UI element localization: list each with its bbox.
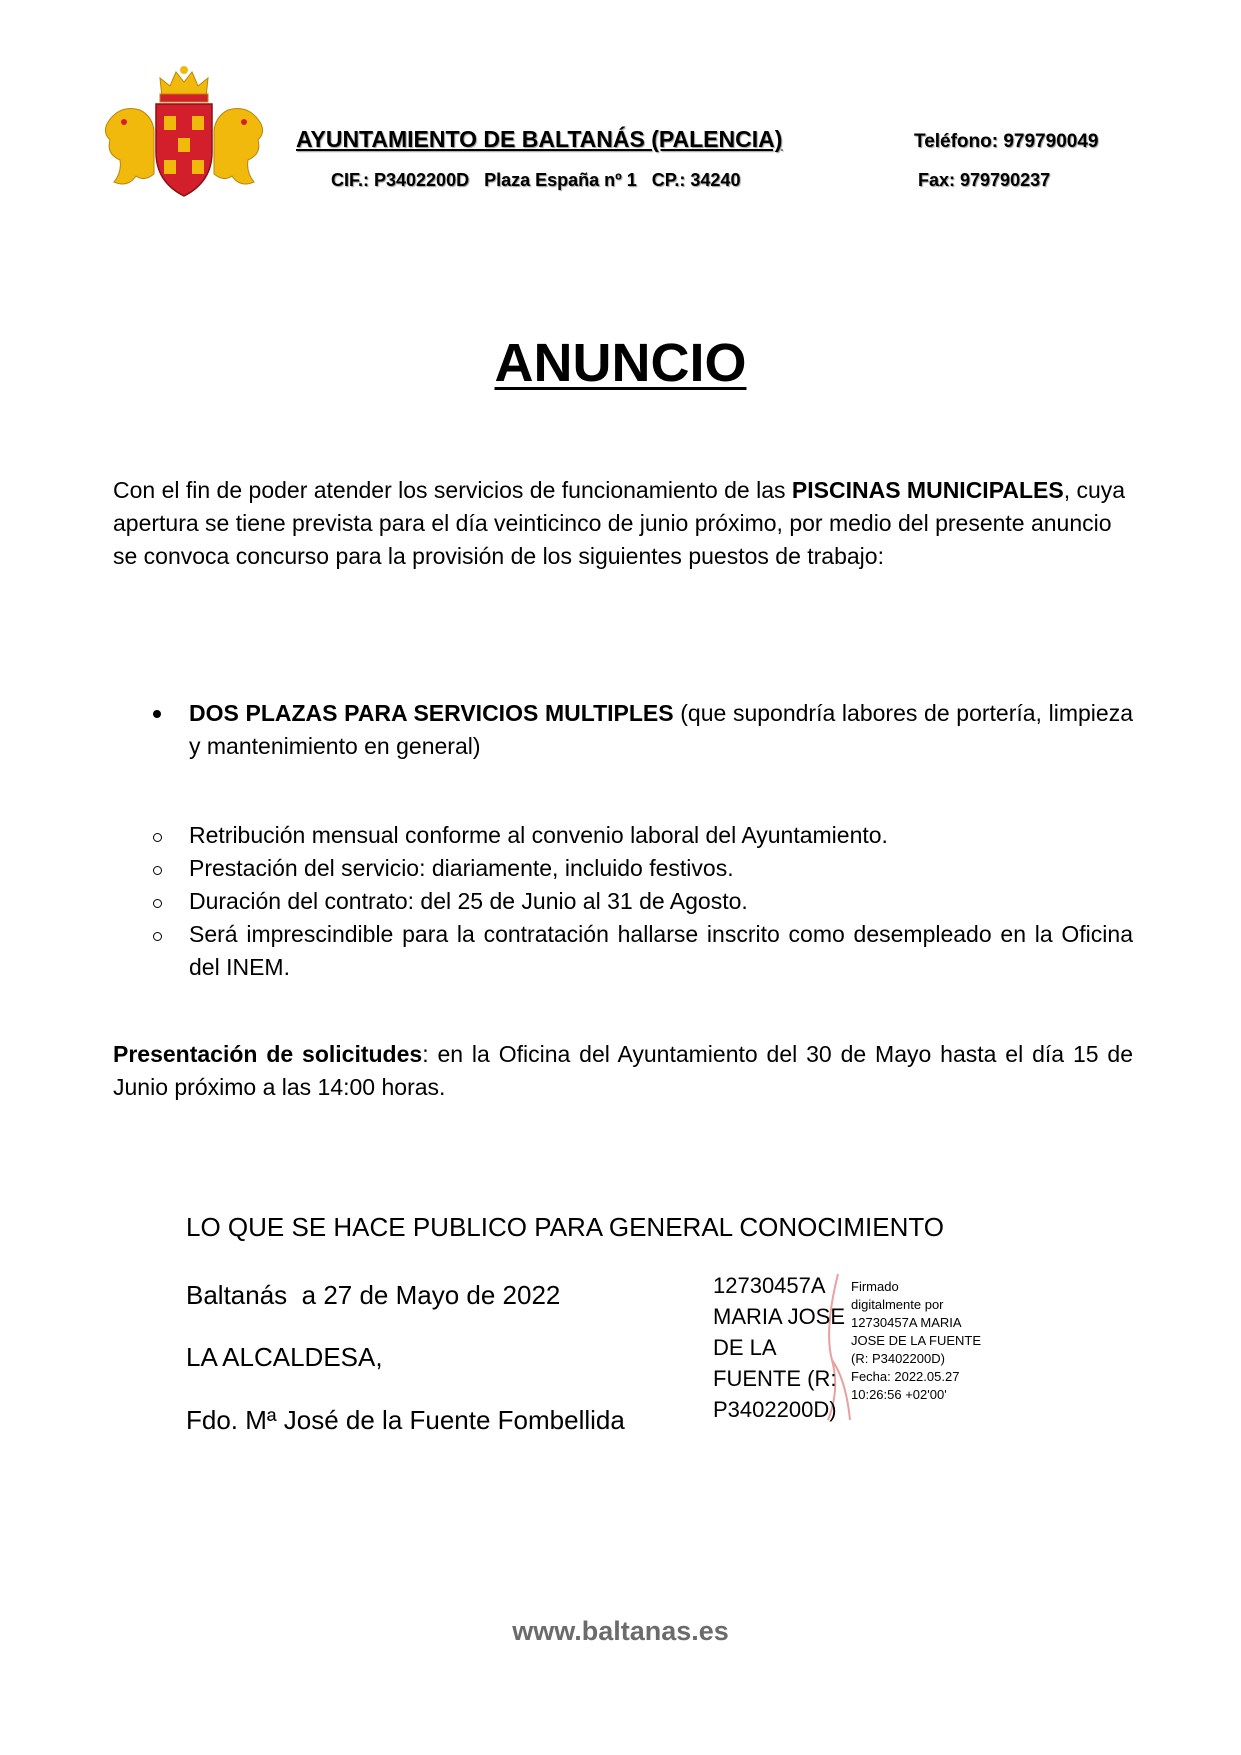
list-item — [153, 819, 1133, 852]
signature-line: DE LA — [713, 1335, 777, 1360]
condition-text: Será imprescindible para la contratación hallarse inscrito como desempleado en la Oficina del INEM. — [189, 921, 1133, 980]
signature-detail-line: (R: P3402200D) — [851, 1351, 945, 1366]
organization-name: AYUNTAMIENTO DE BALTANÁS (PALENCIA) — [296, 126, 783, 152]
list-item — [153, 885, 1133, 918]
signature-line: P3402200D) — [713, 1397, 837, 1422]
signature-detail-line: 12730457A MARIA — [851, 1315, 962, 1330]
list-item — [153, 852, 1133, 885]
signer-name: Fdo. Mª José de la Fuente Fombellida — [186, 1405, 625, 1435]
intro-text-after: , cuya apertura se tiene prevista para el día veinticinco de junio próximo, por medio del presente anuncio se convoca concurso para la provisión de los siguientes puestos de trabajo: — [113, 477, 1126, 569]
website-link[interactable]: www.baltanas.es — [512, 1616, 729, 1646]
intro-paragraph — [113, 474, 1133, 573]
circle-bullet-icon — [153, 833, 162, 842]
circle-bullet-icon — [153, 932, 162, 941]
position-title: DOS PLAZAS PARA SERVICIOS MULTIPLES — [189, 700, 674, 726]
circle-bullet-icon — [153, 866, 162, 875]
condition-text: Duración del contrato: del 25 de Junio al 31 de Agosto. — [189, 888, 748, 914]
intro-bold: PISCINAS MUNICIPALES — [791, 477, 1064, 503]
crown-icon — [160, 66, 208, 102]
applications-paragraph — [113, 1038, 1133, 1104]
document-title-text: ANUNCIO — [494, 333, 747, 393]
signature-line: FUENTE (R: — [713, 1366, 837, 1391]
intro-text-before: Con el fin de poder atender los servicios de funcionamiento de las — [113, 477, 792, 503]
organization-fax: Fax: 979790237 — [918, 170, 1051, 190]
condition-text: Prestación del servicio: diariamente, incluido festivos. — [189, 855, 734, 881]
signature-detail-line: Firmado — [851, 1279, 899, 1294]
signature-line: MARIA JOSE — [713, 1304, 846, 1329]
position-description: (que supondría labores de portería, limpieza y mantenimiento en general) — [189, 700, 1133, 759]
applications-label: Presentación de solicitudes — [113, 1041, 423, 1067]
positions-list — [153, 697, 1133, 763]
coat-of-arms-icon — [100, 64, 268, 202]
organization-phone: Teléfono: 979790049 — [914, 131, 1099, 152]
signature-line: 12730457A — [713, 1273, 826, 1298]
signature-detail-line: 10:26:56 +02'00' — [851, 1387, 947, 1402]
closing-statement: LO QUE SE HACE PUBLICO PARA GENERAL CONOCIMIENTO — [186, 1212, 945, 1242]
digital-signature-id — [713, 1270, 845, 1425]
digital-signature-details — [851, 1278, 981, 1404]
organization-address: CIF.: P3402200D Plaza España nº 1 CP.: 34240 — [331, 170, 741, 190]
circle-bullet-icon — [153, 899, 162, 908]
condition-text: Retribución mensual conforme al convenio laboral del Ayuntamiento. — [189, 822, 888, 848]
signature-detail-line: JOSE DE LA FUENTE — [851, 1333, 982, 1348]
list-item — [153, 697, 1133, 763]
list-item — [153, 918, 1133, 984]
bullet-icon — [153, 710, 161, 718]
conditions-list — [153, 819, 1133, 984]
place-date: Baltanás a 27 de Mayo de 2022 — [186, 1280, 561, 1310]
signer-role: LA ALCALDESA, — [186, 1342, 383, 1372]
signature-detail-line: Fecha: 2022.05.27 — [851, 1369, 960, 1384]
document-title — [0, 332, 1241, 394]
signature-detail-line: digitalmente por — [851, 1297, 944, 1312]
applications-text: : en la Oficina del Ayuntamiento del 30 de Mayo hasta el día 15 de Junio próximo a las 14:00 horas. — [113, 1041, 1133, 1100]
